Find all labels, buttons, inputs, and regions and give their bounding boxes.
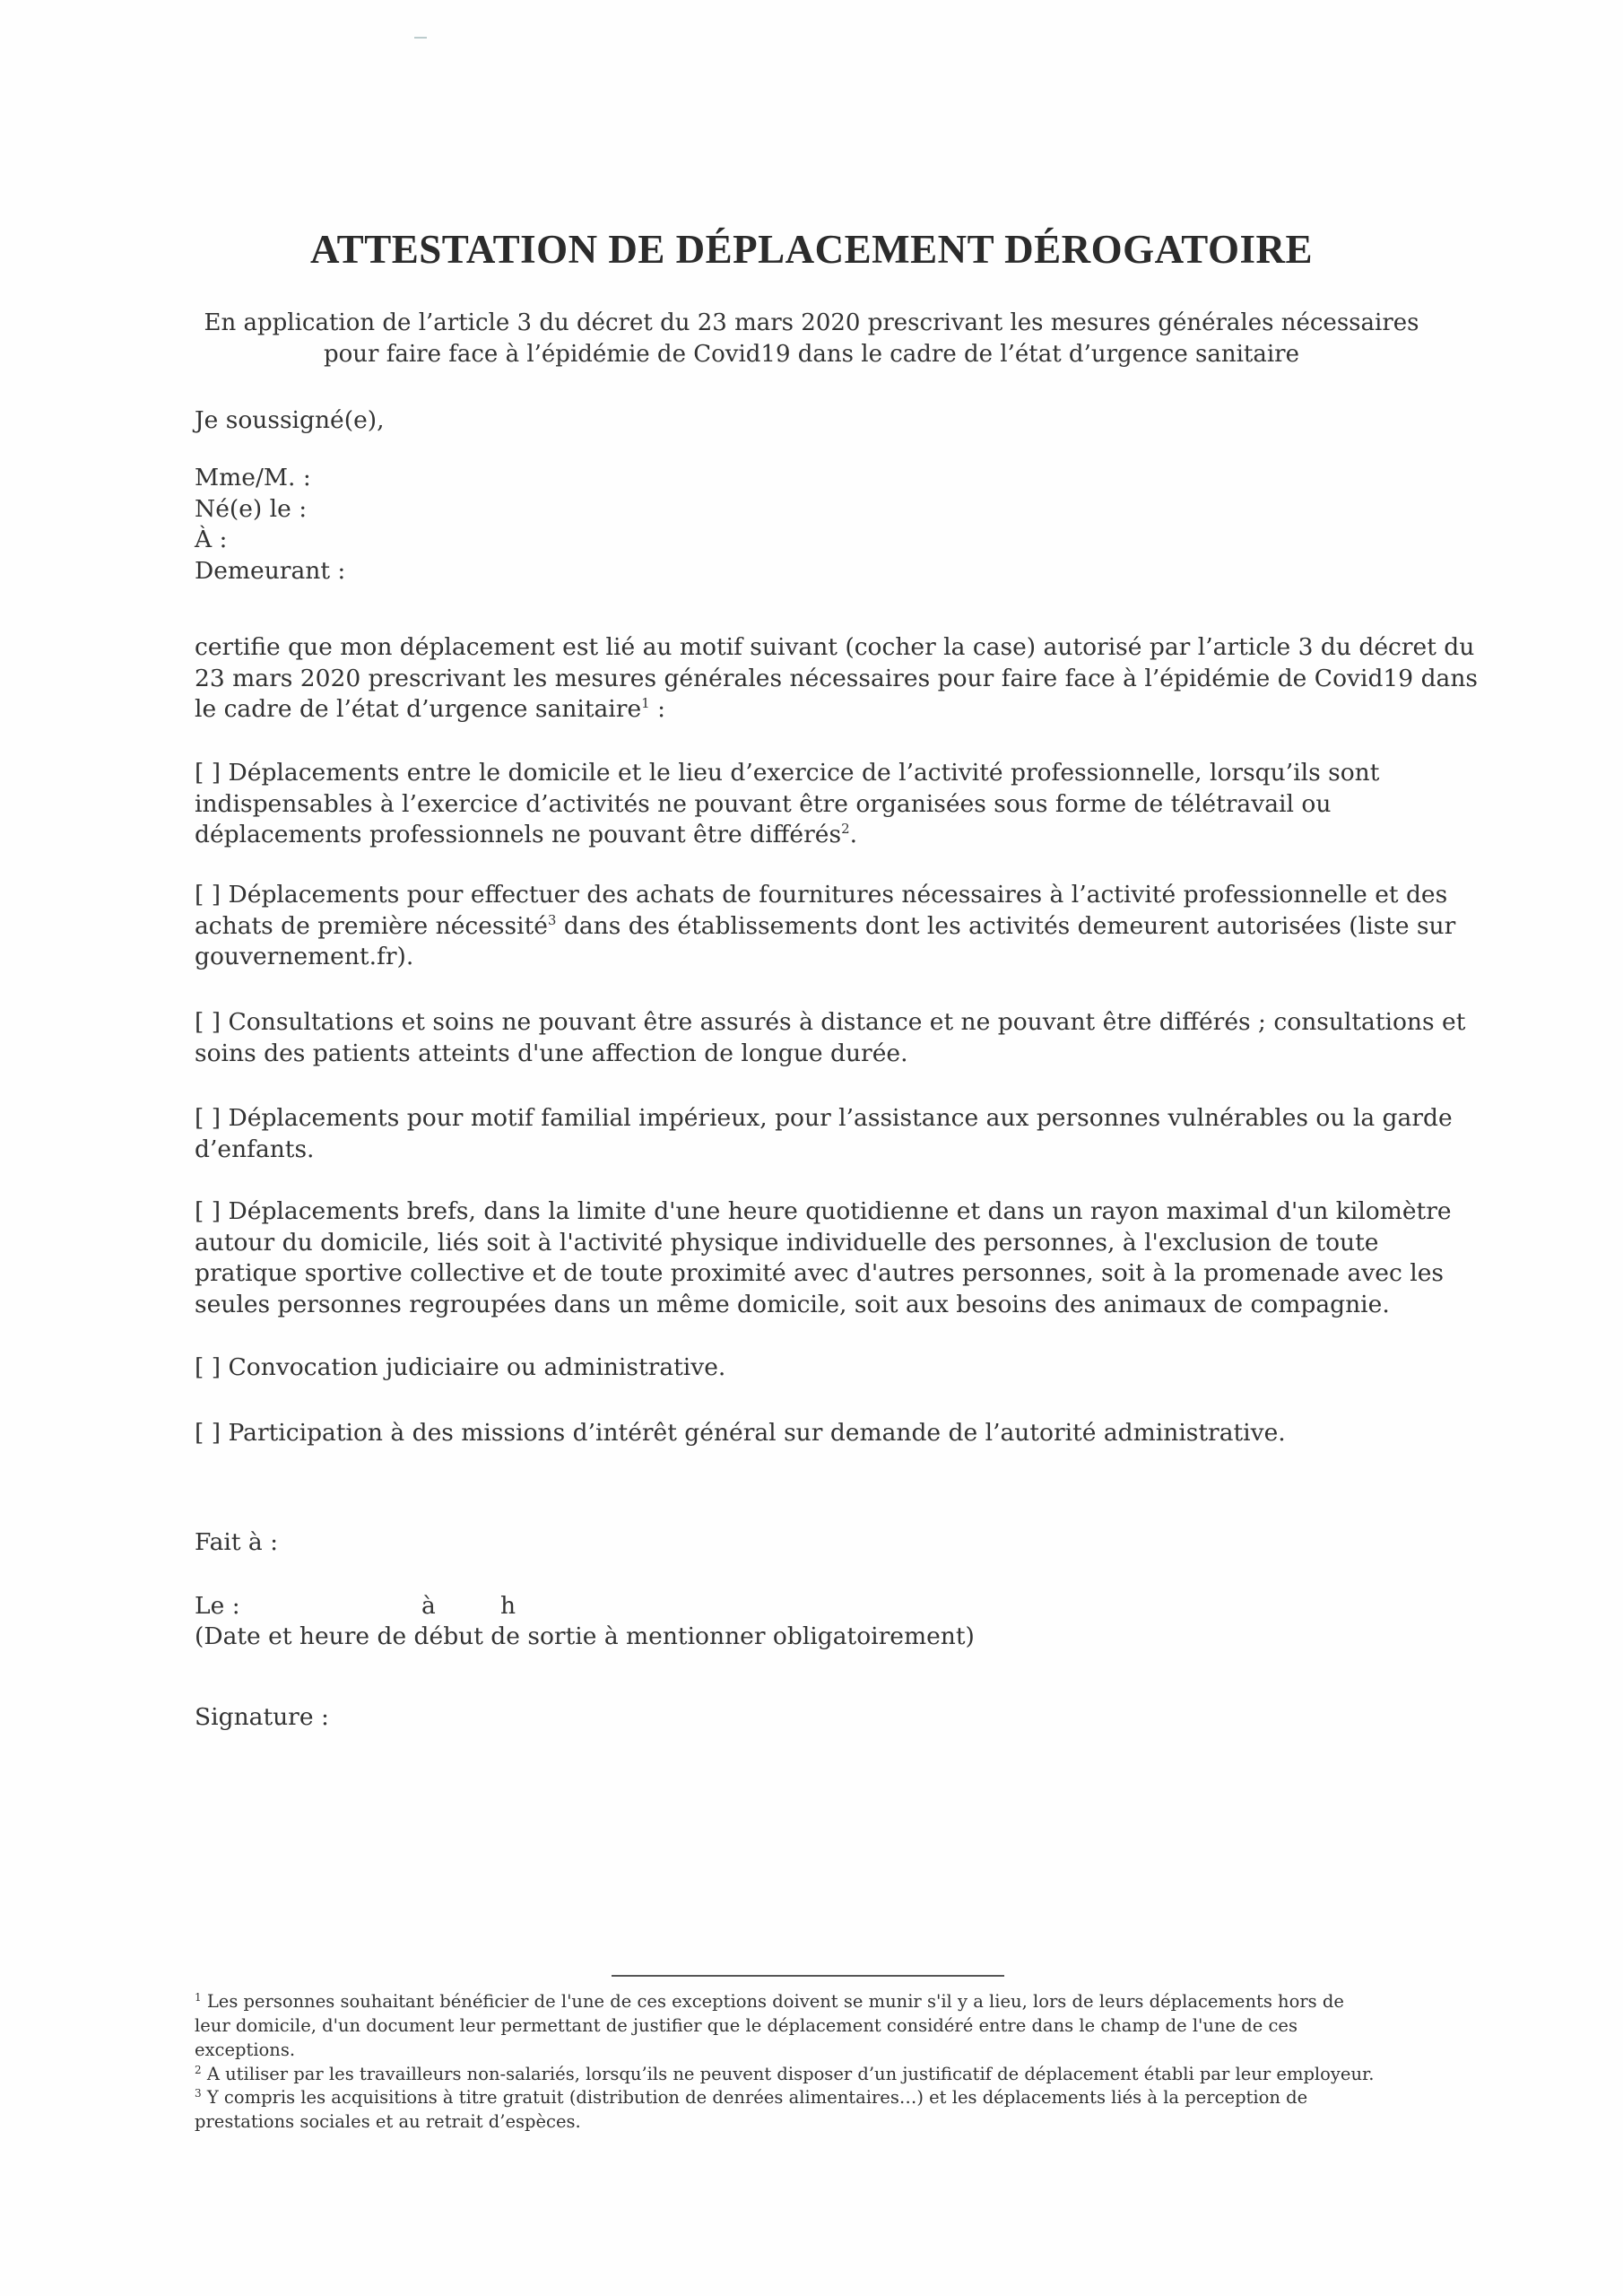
reason-line: seules personnes regroupées dans un même domicile, soit aux besoins des animaux de compagnie. — [195, 1290, 1390, 1318]
checkbox-family[interactable]: [ ] — [195, 1104, 221, 1132]
footnote-text: A utiliser par les travailleurs non-salariés, lorsqu’ils ne peuvent disposer d’un justificatif de déplacement établi par leur employeur. — [201, 2064, 1375, 2084]
reason-item-health — [195, 1007, 1465, 1069]
reason-line — [195, 820, 1379, 851]
reason-item-family — [195, 1103, 1453, 1165]
signature-field-label: Signature : — [195, 1703, 329, 1731]
certify-paragraph — [195, 632, 1478, 726]
certify-tail: : — [649, 695, 666, 723]
footnote-separator — [612, 1975, 1004, 1977]
identity-fields — [195, 463, 345, 587]
reason-line — [195, 880, 1455, 911]
reason-item-shopping — [195, 880, 1455, 973]
checkbox-work[interactable]: [ ] — [195, 759, 221, 787]
footnote-ref[interactable]: 3 — [547, 911, 557, 928]
subtitle-line: En application de l’article 3 du décret du 23 mars 2020 prescrivant les mesures générales nécessaires — [204, 309, 1419, 336]
footnote-text: Les personnes souhaitant bénéficier de l'une de ces exceptions doivent se munir s'il y a lieu, lors de leurs déplacements hors de — [201, 1991, 1344, 2012]
footnote-ref[interactable]: 1 — [641, 695, 650, 711]
footnote-line: prestations sociales et au retrait d’espèces. — [195, 2111, 581, 2132]
subtitle-line: pour faire face à l’épidémie de Covid19 dans le cadre de l’état d’urgence sanitaire — [323, 341, 1299, 368]
date-time-field — [195, 1591, 822, 1622]
reason-item-general-interest — [195, 1418, 1286, 1449]
reason-text: Consultations et soins ne pouvant être assurés à distance et ne pouvant être différés ; consultations et — [221, 1008, 1466, 1036]
reason-text: Déplacements brefs, dans la limite d'une heure quotidienne et dans un rayon maximal d'un kilomètre — [221, 1197, 1452, 1225]
reason-text: Déplacements pour effectuer des achats de fournitures nécessaires à l’activité professionnelle et des — [221, 881, 1448, 909]
footnote-number: 2 — [195, 2064, 202, 2076]
footnote-line — [195, 2062, 1374, 2086]
reason-text: déplacements professionnels ne pouvant être différés — [195, 821, 842, 848]
reason-tail: . — [849, 821, 858, 848]
place-field-label: Fait à : — [195, 1528, 279, 1556]
footnote-ref[interactable]: 2 — [841, 821, 850, 837]
reason-line — [195, 1352, 725, 1384]
reason-line: gouvernement.fr). — [195, 943, 414, 970]
birth-date-field-label: Né(e) le : — [195, 494, 308, 523]
time-hour-label: h — [500, 1592, 516, 1620]
name-field-label: Mme/M. : — [195, 464, 311, 491]
reason-line: pratique sportive collective et de toute proximité avec d'autres personnes, soit à la promenade avec les — [195, 1259, 1444, 1287]
certify-line-text: le cadre de l’état d’urgence sanitaire — [195, 695, 642, 723]
reason-text: Convocation judiciaire ou administrative. — [221, 1353, 726, 1381]
reason-line — [195, 911, 1455, 943]
reason-line — [195, 758, 1379, 789]
address-field-label: Demeurant : — [195, 556, 346, 585]
reason-text: Déplacements pour motif familial impérieux, pour l’assistance aux personnes vulnérables ou la garde — [221, 1104, 1453, 1132]
date-field-label: Le : — [195, 1592, 240, 1620]
footnote-line: exceptions. — [195, 2039, 296, 2060]
reason-line — [195, 1418, 1286, 1449]
birth-place-field-label: À : — [195, 526, 228, 553]
checkbox-health[interactable]: [ ] — [195, 1008, 221, 1036]
certify-line — [195, 694, 1478, 726]
reason-item-exercise — [195, 1196, 1452, 1320]
reason-line: indispensables à l’exercice d’activités ne pouvant être organisées sous forme de télétravail ou — [195, 789, 1332, 818]
reason-text: Participation à des missions d’intérêt général sur demande de l’autorité administrative. — [221, 1419, 1286, 1447]
reason-text: Déplacements entre le domicile et le lieu d’exercice de l’activité professionnelle, lorsqu’ils sont — [221, 759, 1380, 787]
certify-line: certifie que mon déplacement est lié au motif suivant (cocher la case) autorisé par l’article 3 du décret du — [195, 633, 1475, 661]
checkbox-summons[interactable]: [ ] — [195, 1353, 221, 1381]
intro-text: Je soussigné(e), — [195, 406, 385, 434]
document-title: ATTESTATION DE DÉPLACEMENT DÉROGATOIRE — [310, 227, 1313, 272]
footnote-number: 1 — [195, 1991, 202, 2004]
checkbox-general-interest[interactable]: [ ] — [195, 1419, 221, 1447]
footnote-1 — [195, 1989, 1344, 2062]
reason-text: achats de première nécessité — [195, 911, 548, 940]
checkbox-shopping[interactable]: [ ] — [195, 881, 221, 909]
footnote-line — [195, 1989, 1344, 2013]
footnote-3 — [195, 2085, 1307, 2134]
certify-line: 23 mars 2020 prescrivant les mesures générales nécessaires pour faire face à l’épidémie de Covid19 dans — [195, 664, 1478, 692]
reason-text: dans des établissements dont les activités demeurent autorisées (liste sur — [556, 911, 1456, 940]
reason-line — [195, 1196, 1452, 1228]
footnote-line: leur domicile, d'un document leur permettant de justifier que le déplacement considéré entre dans le champ de l'une de ces — [195, 2015, 1298, 2036]
reason-line: soins des patients atteints d'une affection de longue durée. — [195, 1039, 908, 1067]
time-at-label: à — [421, 1592, 436, 1620]
reason-item-work — [195, 758, 1379, 851]
reason-line — [195, 1103, 1453, 1135]
checkbox-exercise[interactable]: [ ] — [195, 1197, 221, 1225]
reason-item-summons — [195, 1352, 725, 1384]
footnote-number: 3 — [195, 2087, 202, 2100]
document-subtitle — [0, 308, 1623, 370]
footnote-line — [195, 2085, 1307, 2109]
reason-line: d’enfants. — [195, 1135, 315, 1163]
scan-artifact — [414, 37, 427, 39]
reason-line — [195, 1007, 1465, 1039]
footnote-2 — [195, 2062, 1374, 2086]
date-note: (Date et heure de début de sortie à mentionner obligatoirement) — [195, 1622, 975, 1650]
reason-line: autour du domicile, liés soit à l'activité physique individuelle des personnes, à l'exclusion de toute — [195, 1228, 1379, 1257]
footnote-text: Y compris les acquisitions à titre gratuit (distribution de denrées alimentaires…) et les déplacements liés à la perception de — [201, 2087, 1308, 2108]
